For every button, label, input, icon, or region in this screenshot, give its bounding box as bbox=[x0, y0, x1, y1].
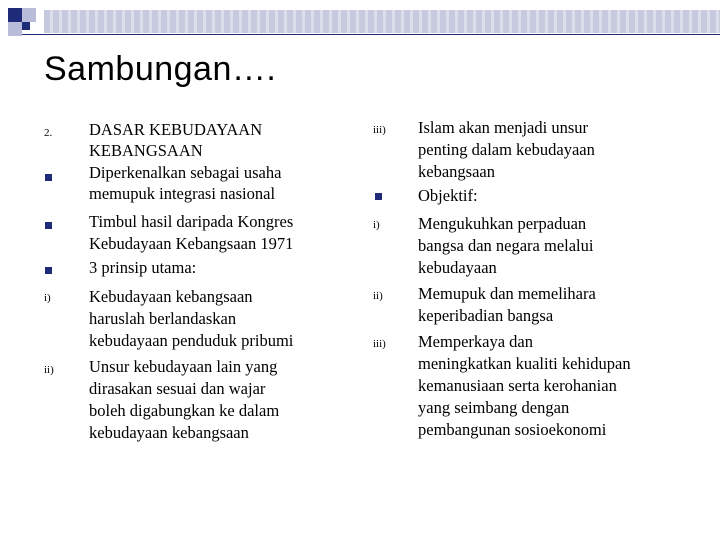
right-text-line: pembangunan sosioekonomi bbox=[418, 420, 607, 439]
square-bullet-icon bbox=[375, 193, 382, 200]
left-text-line: KEBANGSAAN bbox=[89, 141, 203, 160]
square-bullet-icon bbox=[45, 222, 52, 229]
corner-square-dark bbox=[22, 22, 30, 30]
left-text-line: haruslah berlandaskan bbox=[89, 309, 237, 328]
list-marker: 2. bbox=[44, 127, 53, 139]
left-text-line: dirasakan sesuai dan wajar bbox=[89, 379, 266, 398]
left-text-line: 3 prinsip utama: bbox=[89, 258, 197, 277]
right-text-line: Memperkaya dan bbox=[418, 332, 533, 351]
right-text-line: bangsa dan negara melalui bbox=[418, 236, 594, 255]
header-band bbox=[44, 10, 720, 33]
right-text-line: meningkatkan kualiti kehidupan bbox=[418, 354, 631, 373]
left-text-line: boleh digabungkan ke dalam bbox=[89, 401, 280, 420]
left-text-line: Timbul hasil daripada Kongres bbox=[89, 212, 294, 231]
list-marker: iii) bbox=[373, 124, 386, 136]
right-text-line: yang seimbang dengan bbox=[418, 398, 570, 417]
header-divider bbox=[22, 34, 720, 35]
right-text-line: Memupuk dan memelihara bbox=[418, 284, 596, 303]
left-text-line: kebudayaan penduduk pribumi bbox=[89, 331, 294, 350]
left-text-line: DASAR KEBUDAYAAN bbox=[89, 120, 263, 139]
left-text-line: memupuk integrasi nasional bbox=[89, 184, 276, 203]
list-marker: iii) bbox=[373, 338, 386, 350]
right-text-line: keperibadian bangsa bbox=[418, 306, 554, 325]
left-text-line: kebudayaan kebangsaan bbox=[89, 423, 249, 442]
right-text-line: Islam akan menjadi unsur bbox=[418, 118, 588, 137]
left-text-line: Kebudayaan Kebangsaan 1971 bbox=[89, 234, 294, 253]
right-text-line: Objektif: bbox=[418, 186, 478, 205]
right-text-line: Mengukuhkan perpaduan bbox=[418, 214, 587, 233]
right-text-line: penting dalam kebudayaan bbox=[418, 140, 595, 159]
square-bullet-icon bbox=[45, 267, 52, 274]
right-text-line: kebudayaan bbox=[418, 258, 497, 277]
corner-square-dark bbox=[8, 8, 22, 22]
right-text-line: kemanusiaan serta kerohanian bbox=[418, 376, 617, 395]
list-marker: i) bbox=[373, 219, 380, 231]
list-marker: ii) bbox=[373, 290, 383, 302]
right-text-line: kebangsaan bbox=[418, 162, 495, 181]
list-marker: i) bbox=[44, 292, 51, 304]
left-text-line: Kebudayaan kebangsaan bbox=[89, 287, 253, 306]
corner-square-light bbox=[8, 22, 22, 36]
slide-title: Sambungan…. bbox=[44, 50, 277, 88]
square-bullet-icon bbox=[45, 174, 52, 181]
left-text-line: Unsur kebudayaan lain yang bbox=[89, 357, 278, 376]
corner-square-light bbox=[22, 8, 36, 22]
left-text-line: Diperkenalkan sebagai usaha bbox=[89, 163, 282, 182]
list-marker: ii) bbox=[44, 364, 54, 376]
